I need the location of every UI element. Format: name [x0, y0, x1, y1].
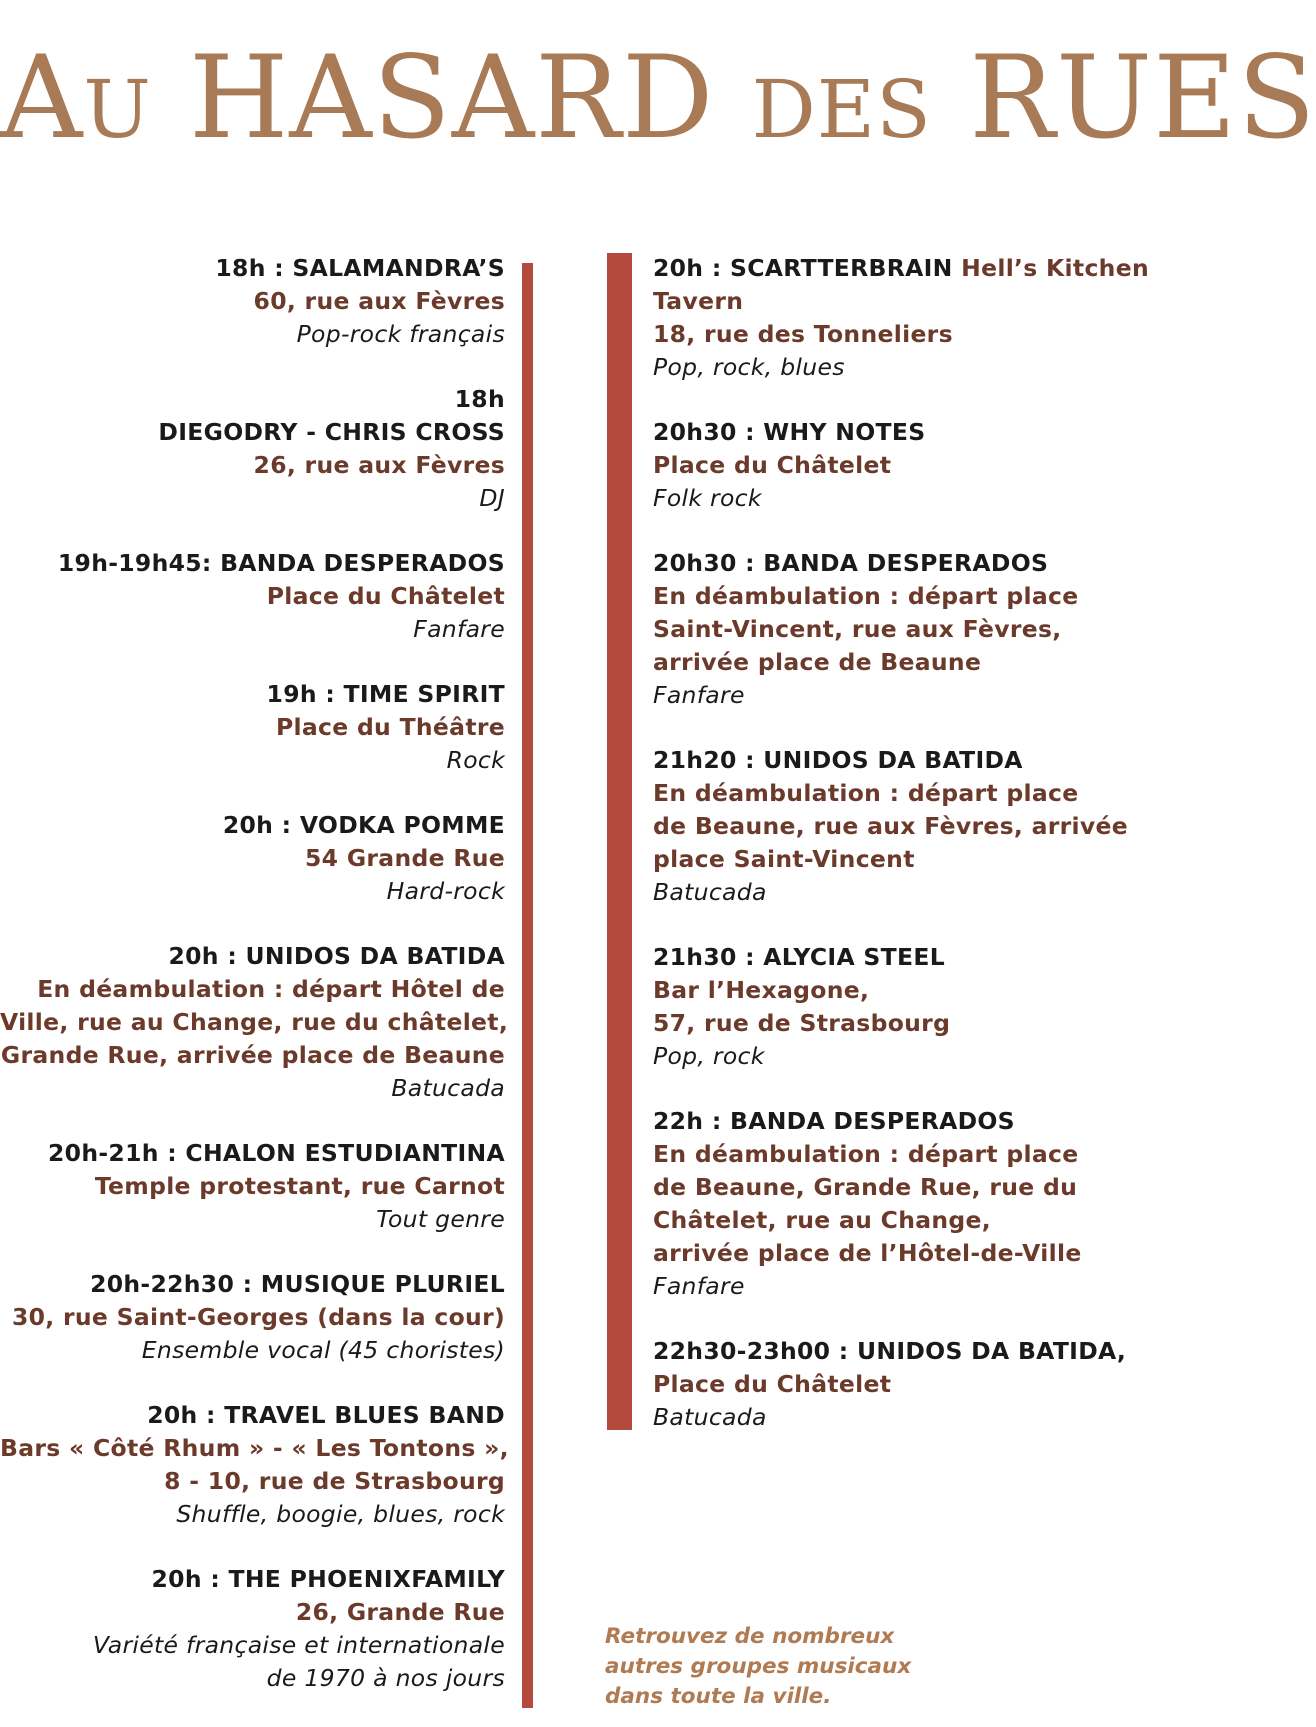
event-genre: Shuffle, boogie, blues, rock	[176, 1500, 505, 1528]
event-genre: Batucada	[653, 878, 767, 906]
event-location: Grande Rue, arrivée place de Beaune	[0, 1041, 505, 1069]
right-event-column	[653, 252, 1158, 1466]
event-title: 20h30 : WHY NOTES	[653, 418, 926, 446]
event-genre: Fanfare	[653, 681, 745, 709]
event-location: 57, rue de Strasbourg	[653, 1009, 951, 1037]
event-block	[653, 744, 1158, 909]
event-genre: Rock	[446, 746, 505, 774]
event-genre: DJ	[479, 484, 505, 512]
event-title: 21h30 : ALYCIA STEEL	[653, 943, 945, 971]
event-location: Place du Châtelet	[653, 451, 892, 479]
footer-note	[605, 1622, 1025, 1712]
event-block	[0, 383, 505, 515]
event-title: 22h30-23h00 : UNIDOS DA BATIDA,	[653, 1337, 1127, 1365]
event-block	[653, 416, 1158, 515]
event-location: arrivée place de Beaune	[653, 648, 982, 676]
event-block	[0, 678, 505, 777]
event-title: 20h : UNIDOS DA BATIDA	[168, 942, 505, 970]
event-location: 8 - 10, rue de Strasbourg	[164, 1467, 505, 1495]
event-genre: Fanfare	[413, 615, 505, 643]
event-genre: Pop, rock, blues	[653, 353, 845, 381]
event-block	[653, 547, 1158, 712]
event-block	[653, 252, 1158, 384]
event-location: 60, rue aux Fèvres	[253, 287, 505, 315]
event-location: 26, rue aux Fèvres	[253, 451, 505, 479]
event-title: 18h	[454, 385, 505, 413]
event-genre: Batucada	[391, 1074, 505, 1102]
event-genre: Batucada	[653, 1403, 767, 1431]
event-block	[0, 252, 505, 351]
event-location: En déambulation : départ place	[653, 1140, 1079, 1168]
event-venue-inline: Hell’s Kitchen	[952, 254, 1149, 282]
right-divider-bar	[607, 253, 632, 1430]
event-location: 30, rue Saint-Georges (dans la cour)	[11, 1303, 505, 1331]
event-block	[653, 941, 1158, 1073]
event-block	[0, 1137, 505, 1236]
event-title: 20h : SCARTTERBRAIN Hell’s Kitchen	[653, 254, 1149, 282]
event-block	[653, 1335, 1158, 1434]
event-title: 18h : SALAMANDRA’S	[215, 254, 505, 282]
event-genre: Variété française et internationale	[92, 1631, 505, 1659]
event-location: Châtelet, rue au Change,	[653, 1206, 992, 1234]
left-event-column	[0, 252, 509, 1727]
event-title: 20h-22h30 : MUSIQUE PLURIEL	[90, 1270, 505, 1298]
event-genre: Ensemble vocal (45 choristes)	[141, 1336, 505, 1364]
footer-note-line: dans toute la ville.	[605, 1684, 832, 1709]
event-location: Ville, rue au Change, rue du châtelet,	[0, 1008, 509, 1036]
event-location: 18, rue des Tonneliers	[653, 320, 953, 348]
footer-note-line: Retrouvez de nombreux	[605, 1624, 895, 1649]
event-location: En déambulation : départ place	[653, 582, 1079, 610]
event-location: Bar l’Hexagone,	[653, 976, 870, 1004]
event-title: 20h-21h : CHALON ESTUDIANTINA	[48, 1139, 505, 1167]
event-title: DIEGODRY - CHRIS CROSS	[158, 418, 505, 446]
event-genre: Fanfare	[653, 1272, 745, 1300]
event-title: 19h : TIME SPIRIT	[266, 680, 505, 708]
event-title: 20h30 : BANDA DESPERADOS	[653, 549, 1049, 577]
event-location: de Beaune, rue aux Fèvres, arrivée	[653, 812, 1128, 840]
event-title: 20h : TRAVEL BLUES BAND	[147, 1401, 505, 1429]
event-title: 20h : VODKA POMME	[222, 811, 505, 839]
event-block	[0, 1399, 509, 1531]
event-title: 19h-19h45: BANDA DESPERADOS	[57, 549, 505, 577]
event-title: 22h : BANDA DESPERADOS	[653, 1107, 1015, 1135]
event-location: place Saint-Vincent	[653, 845, 915, 873]
event-title: 21h20 : UNIDOS DA BATIDA	[653, 746, 1023, 774]
event-location: En déambulation : départ Hôtel de	[37, 975, 505, 1003]
event-genre: Hard-rock	[386, 877, 505, 905]
event-genre: Pop-rock français	[296, 320, 505, 348]
footer-note-line: autres groupes musicaux	[605, 1654, 912, 1679]
event-location: Place du Théâtre	[275, 713, 505, 741]
event-location: de Beaune, Grande Rue, rue du	[653, 1173, 1078, 1201]
event-block	[0, 940, 509, 1105]
event-block	[0, 1268, 505, 1367]
event-location: Bars « Côté Rhum » - « Les Tontons »,	[0, 1434, 509, 1462]
event-location: Saint-Vincent, rue aux Fèvres,	[653, 615, 1062, 643]
event-location: Place du Châtelet	[266, 582, 505, 610]
event-location: En déambulation : départ place	[653, 779, 1079, 807]
event-genre: de 1970 à nos jours	[266, 1664, 505, 1692]
event-genre: Folk rock	[653, 484, 762, 512]
event-location: Tavern	[653, 287, 744, 315]
left-divider-bar	[522, 263, 533, 1708]
event-location: 54 Grande Rue	[305, 844, 505, 872]
event-location: 26, Grande Rue	[295, 1598, 505, 1626]
event-block	[0, 547, 505, 646]
event-location: Place du Châtelet	[653, 1370, 892, 1398]
event-block	[0, 809, 505, 908]
page-title: Au HASARD des RUES	[0, 31, 1316, 164]
event-genre: Tout genre	[376, 1205, 505, 1233]
event-location: arrivée place de l’Hôtel-de-Ville	[653, 1239, 1082, 1267]
event-title: 20h : THE PHOENIXFAMILY	[151, 1565, 505, 1593]
event-location: Temple protestant, rue Carnot	[94, 1172, 505, 1200]
event-block	[0, 1563, 505, 1695]
event-block	[653, 1105, 1158, 1303]
event-genre: Pop, rock	[653, 1042, 765, 1070]
